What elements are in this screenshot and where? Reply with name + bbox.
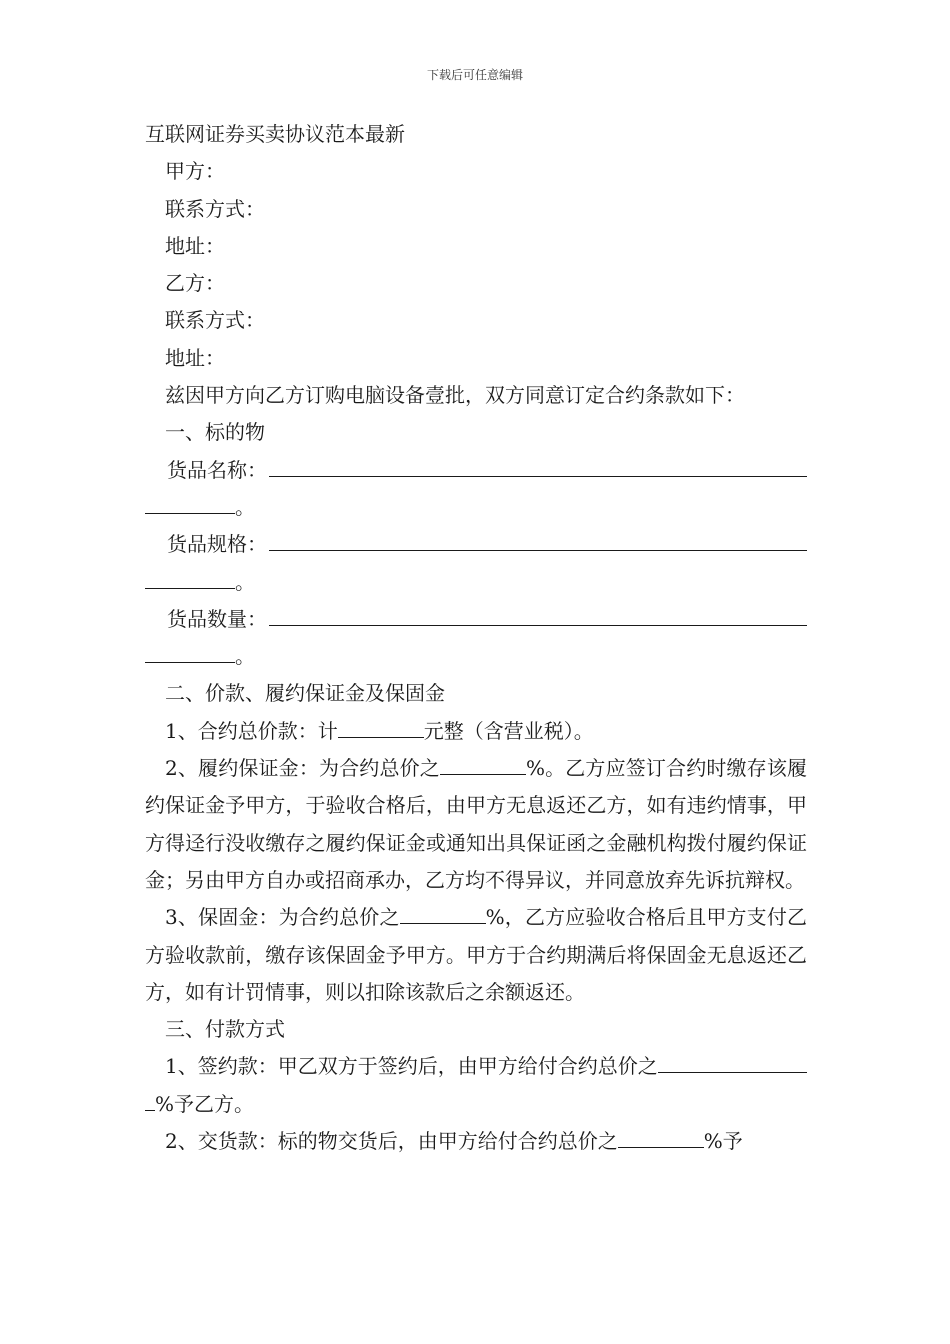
item-3-1-suffix: %予乙方。 [155, 1091, 255, 1116]
item-3-1 [145, 1048, 807, 1085]
goods-qty-blank [269, 601, 807, 626]
goods-spec-blank-continued [145, 568, 235, 589]
item-2-1 [145, 713, 807, 750]
delivery-payment-blank [618, 1127, 704, 1148]
party-a-contact: 联系方式： [165, 196, 265, 221]
party-b-address: 地址： [165, 345, 225, 370]
party-b-contact: 联系方式： [165, 308, 265, 333]
item-2-3 [145, 899, 807, 1011]
party-b-label: 乙方： [165, 271, 225, 296]
party-a-address: 地址： [165, 233, 225, 258]
goods-qty-label: 货品数量： [167, 606, 267, 631]
item-3-2-prefix: 2、交货款：标的物交货后，由甲方给付合约总价之 [165, 1129, 618, 1154]
goods-name-blank [269, 452, 807, 477]
page-header-note: 下载后可任意编辑 [426, 68, 523, 82]
goods-name-blank-continued [145, 493, 235, 514]
warranty-deposit-blank [400, 903, 486, 924]
goods-spec-continuation [145, 564, 807, 601]
period: 。 [235, 569, 255, 594]
performance-bond-blank [440, 754, 526, 775]
item-3-2 [145, 1123, 807, 1160]
item-3-1-continuation [145, 1086, 807, 1123]
goods-qty-continuation [145, 638, 807, 675]
section-3-title: 三、付款方式 [165, 1017, 285, 1042]
section-2-title: 二、价款、履约保证金及保固金 [165, 681, 445, 706]
goods-spec-row [145, 526, 807, 563]
contract-document [145, 116, 807, 1160]
goods-qty-row [145, 601, 807, 638]
item-2-2 [145, 750, 807, 899]
goods-qty-blank-continued [145, 642, 235, 663]
goods-spec-blank [269, 526, 807, 551]
goods-name-row [145, 452, 807, 489]
signing-payment-blank [658, 1048, 807, 1073]
item-2-2-prefix: 2、履约保证金：为合约总价之 [165, 756, 440, 781]
item-2-3-suffix: %，乙方应验收合格后且甲方支付乙方验收款前，缴存该保固金予甲方。甲方于合约期满后将保固金无息返还乙方，如有计罚情事，则以扣除该款后之余额返还。 [145, 905, 807, 1004]
signing-payment-blank-continued [145, 1090, 155, 1111]
item-3-2-suffix: %予 [703, 1129, 743, 1154]
period: 。 [235, 494, 255, 519]
goods-name-label: 货品名称： [167, 457, 267, 482]
goods-name-continuation [145, 489, 807, 526]
period: 。 [235, 644, 255, 669]
item-2-2-suffix: %。乙方应签订合约时缴存该履约保证金予甲方，于验收合格后，由甲方无息返还乙方，如有违约情事，甲方得迳行没收缴存之履约保证金或通知出具保证函之金融机构拨付履约保证金；另由甲方自办或招商承办，乙方均不得异议，并同意放弃先诉抗辩权。 [145, 756, 807, 892]
section-1-title: 一、标的物 [165, 420, 265, 445]
item-2-1-prefix: 1、合约总价款：计 [165, 718, 338, 743]
goods-spec-label: 货品规格： [167, 532, 267, 557]
item-2-3-prefix: 3、保固金：为合约总价之 [165, 905, 400, 930]
intro-paragraph: 兹因甲方向乙方订购电脑设备壹批，双方同意订定合约条款如下： [165, 383, 745, 408]
document-title: 互联网证券买卖协议范本最新 [145, 122, 405, 146]
item-3-1-prefix: 1、签约款：甲乙双方于签约后，由甲方给付合约总价之 [165, 1054, 658, 1079]
item-2-1-suffix: 元整（含营业税）。 [423, 718, 594, 743]
total-price-blank [338, 717, 424, 738]
party-a-label: 甲方： [165, 159, 225, 184]
